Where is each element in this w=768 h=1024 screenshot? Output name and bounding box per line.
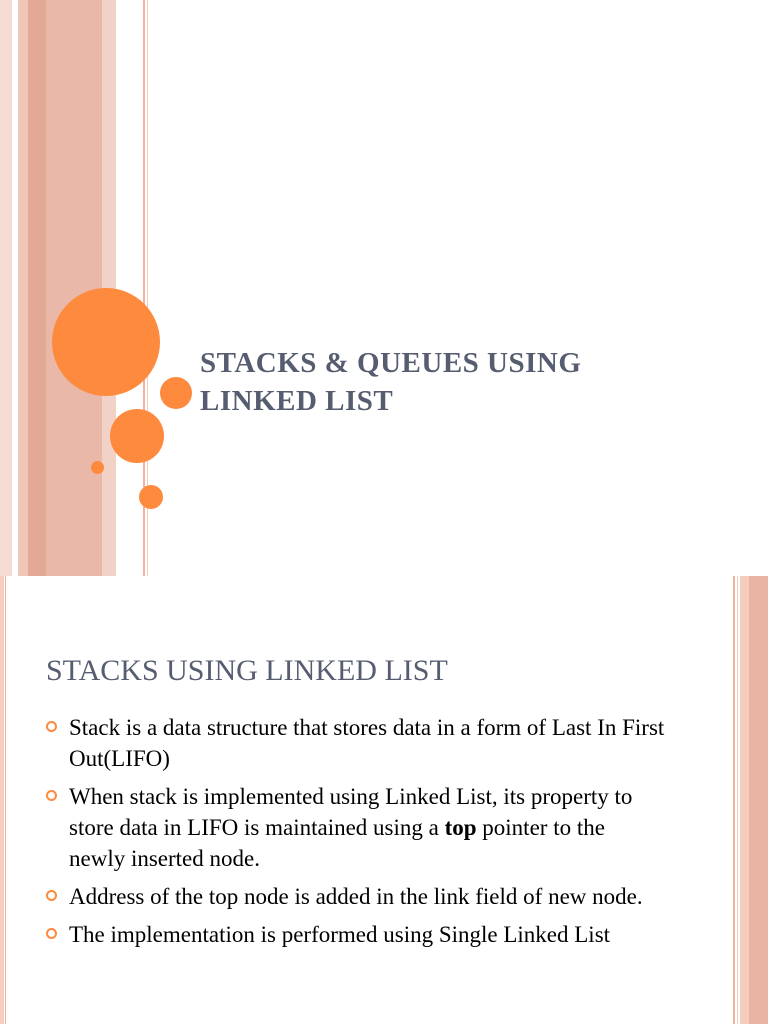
- decorative-circle-large: [52, 288, 160, 396]
- decorative-circle-medium: [110, 409, 164, 463]
- slide-heading: STACKS USING LINKED LIST: [46, 654, 448, 687]
- decorative-stripe: [116, 0, 144, 576]
- slide-title-line: STACKS & QUEUES USING: [200, 347, 582, 379]
- decorative-stripe: [0, 0, 12, 576]
- bullet-text: Stack is a data structure that stores data in a form of Last In First Out(LIFO): [69, 715, 665, 771]
- bullet-item: [46, 919, 666, 950]
- hollow-circle-bullet-icon: [46, 928, 57, 939]
- slide-title: [200, 344, 720, 420]
- decorative-stripe: [0, 576, 4, 1024]
- decorative-stripe: [46, 0, 102, 576]
- decorative-circle-small: [160, 377, 192, 409]
- decorative-stripe: [5, 576, 6, 1024]
- decorative-stripe: [733, 576, 735, 1024]
- bullet-item: [46, 781, 666, 874]
- bullet-text: Address of the top node is added in the link field of new node.: [69, 884, 643, 909]
- decorative-circle-small: [139, 485, 163, 509]
- bullet-text: When stack is implemented using Linked List, its property to store data in LIFO is maintained using a: [69, 784, 633, 840]
- decorative-circle-tiny: [91, 461, 104, 474]
- decorative-stripe: [737, 576, 738, 1024]
- bullet-item: [46, 881, 666, 912]
- bullet-bold-text: top: [444, 815, 477, 840]
- decorative-stripe: [18, 0, 28, 576]
- bullet-item: [46, 712, 666, 774]
- hollow-circle-bullet-icon: [46, 721, 57, 732]
- bullet-text: The implementation is performed using Single Linked List: [69, 922, 611, 947]
- decorative-stripe: [28, 0, 46, 576]
- slide-title-line: LINKED LIST: [200, 385, 394, 417]
- hollow-circle-bullet-icon: [46, 790, 57, 801]
- content-slide: [0, 576, 768, 1024]
- bullet-list: [46, 712, 666, 957]
- decorative-stripe: [749, 576, 768, 1024]
- hollow-circle-bullet-icon: [46, 890, 57, 901]
- bullet-text: pointer to the newly inserted node.: [69, 815, 605, 871]
- decorative-stripe: [740, 576, 749, 1024]
